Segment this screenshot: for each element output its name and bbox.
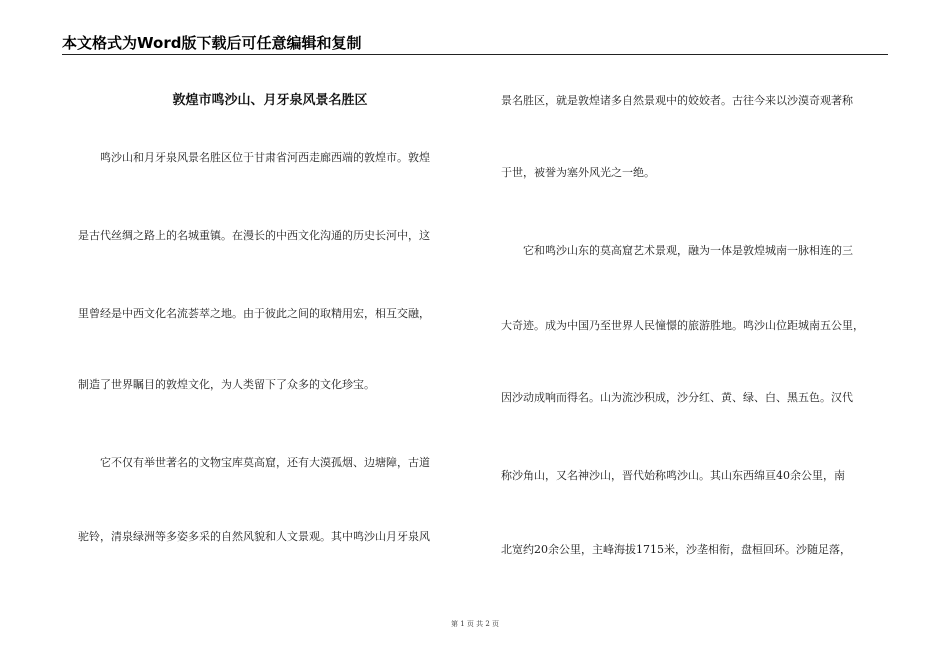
paragraph-line: 里曾经是中西文化名流荟萃之地。由于彼此之间的取精用宏，相互交融，: [78, 307, 430, 320]
paragraph-line: 它不仅有举世著名的文物宝库莫高窟，还有大漠孤烟、边塘障，古道: [100, 456, 430, 469]
paragraph-line: 制造了世界瞩目的敦煌文化，为人类留下了众多的文化珍宝。: [78, 378, 375, 391]
page-number: 第 1 页 共 2 页: [450, 620, 500, 628]
paragraph-line: 是古代丝绸之路上的名城重镇。在漫长的中西文化沟通的历史长河中，这: [78, 229, 430, 242]
paragraph-line: 于世，被誉为塞外风光之一绝。: [501, 166, 655, 179]
document-title: 敦煌市鸣沙山、月牙泉风景名胜区: [172, 93, 368, 108]
paragraph-line: 景名胜区，就是敦煌诸多自然景观中的姣姣者。古往今来以沙漠奇观著称: [501, 94, 853, 107]
paragraph-line: 鸣沙山和月牙泉风景名胜区位于甘肃省河西走廊西端的敦煌市。敦煌: [100, 151, 430, 164]
document-banner: 本文格式为Word版下载后可任意编辑和复制: [62, 34, 362, 52]
banner-divider: [62, 54, 888, 55]
paragraph-line: 北宽约20余公里，主峰海拔1715米，沙垄相衔，盘桓回环。沙随足落，: [501, 543, 851, 556]
paragraph-line: 称沙角山，又名神沙山，晋代始称鸣沙山。其山东西绵亘40余公里，南: [501, 469, 845, 482]
paragraph-line: 因沙动成响而得名。山为流沙积成，沙分红、黄、绿、白、黑五色。汉代: [501, 391, 853, 404]
paragraph-line: 驼铃，清泉绿洲等多姿多采的自然风貌和人文景观。其中鸣沙山月牙泉风: [78, 530, 430, 543]
paragraph-line: 大奇迹。成为中国乃至世界人民憧憬的旅游胜地。鸣沙山位距城南五公里，: [501, 319, 864, 332]
paragraph-line: 它和鸣沙山东的莫高窟艺术景观，融为一体是敦煌城南一脉相连的三: [523, 244, 853, 257]
